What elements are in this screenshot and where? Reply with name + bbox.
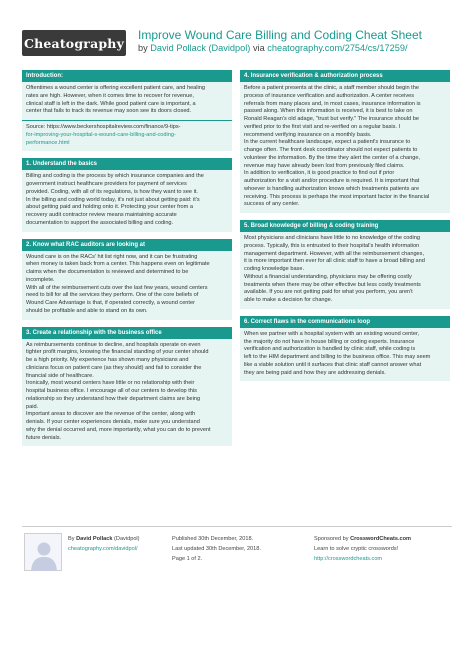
footer-sponsored-by: Sponsored by: [314, 536, 349, 542]
paragraph-line: denials. If your center experiences denials, make sure you understand: [26, 419, 200, 425]
section-body: [22, 170, 232, 231]
paragraph-line: Without a financial understanding, physicians may be offering costly: [244, 273, 412, 280]
footer-sponsor-link[interactable]: http://crosswordcheats.com: [314, 556, 383, 562]
paragraph-line: process of insurance verification and authorization. A center receives: [244, 92, 415, 99]
footer-divider: [22, 526, 452, 527]
section-heading: 2. Know what RAC auditors are looking at: [22, 239, 232, 251]
byline-via: via: [252, 43, 265, 53]
section-body: [22, 82, 232, 120]
paragraph-line: left to the HIM department and billing to the business office. This may seem: [244, 354, 431, 360]
paragraph-line: paid.: [26, 403, 39, 410]
paragraph-line: should be profitable and able to stand on its own.: [26, 307, 148, 314]
paragraph-line: In addition to verification, it is good practice to find out if prior: [244, 170, 395, 177]
right-column: [240, 70, 450, 388]
paragraph-line: clinical staff is left in the dark. While good patient care is important, a: [26, 100, 196, 107]
paragraph-line: treatments when there may be other effective but less costly treatments: [244, 281, 421, 288]
paragraph-line: financial side of healthcare.: [26, 372, 94, 379]
section-body: [240, 82, 450, 213]
source-line[interactable]: Source: https://www.beckershospitalreview.com/finance/9-tips-: [26, 124, 181, 130]
paragraph-line: available. If you are not getting paid for what you perform, you aren't: [244, 289, 413, 296]
paragraph-line: able to make a decision for change.: [244, 297, 333, 303]
section-rac-auditors: [22, 239, 232, 320]
paragraph-line: center that fails to track its revenue may soon see its doors closed.: [26, 108, 192, 115]
paragraph-line: claims when the documentation is reviewed and determined to be: [26, 269, 189, 275]
section-heading: Introduction:: [22, 70, 232, 82]
footer-by: By: [68, 536, 75, 542]
paragraph-line: about getting paid and holding onto it. Protecting your center from a: [26, 204, 193, 211]
paragraph-line: tighter profit margins, knowing the financial standing of your center should: [26, 349, 209, 356]
paragraph-line: the majority do not have in house billing or coding experts. Insurance: [244, 338, 415, 345]
footer-updated: Last updated 30th December, 2018.: [172, 546, 261, 552]
paragraph-line: relationship so they understand how their department claims are being: [26, 395, 201, 402]
section-body: [22, 251, 232, 320]
paragraph-line: authorization for a visit and/or procedure is required. It is important that: [244, 178, 420, 184]
paragraph-line: why the denial occurred and, more importantly, what you can do to prevent: [26, 426, 211, 433]
source-link-line[interactable]: for-improving-your-hospital-s-wound-care-billing-and-coding-: [26, 131, 176, 138]
byline: [138, 42, 458, 54]
paragraph-line: referrals from many places and, in most cases, insurance information is: [244, 100, 421, 107]
section-billing-coding-training: [240, 220, 450, 309]
paragraph-line: revenue may have already been lost from previously filed claims.: [244, 162, 405, 169]
byline-url-link[interactable]: cheatography.com/2754/cs/17259/: [267, 43, 408, 53]
paragraph-line: Ronald Reagan's old adage, "trust but verify." The insurance should be: [244, 116, 419, 122]
footer-profile-link[interactable]: cheatography.com/davidpol/: [68, 546, 138, 552]
paragraph-line: need to bill for all the services they perform. One of the core beliefs of: [26, 292, 199, 299]
paragraph-line: clinicians focus on patient care (as they should) and fail to consider the: [26, 364, 202, 371]
paragraph-line: future denials.: [26, 434, 62, 441]
paragraph-line: As reimbursements continue to decline, and hospitals operate on even: [26, 341, 201, 348]
section-introduction: [22, 70, 232, 151]
page-title: Improve Wound Care Billing and Coding Cheat Sheet: [138, 28, 422, 42]
section-heading: 1. Understand the basics: [22, 158, 232, 170]
paragraph-line: Wound care is on the RACs' hit list right now, and it can be frustrating: [26, 253, 198, 260]
section-communications-loop: [240, 316, 450, 382]
section-body: [22, 339, 232, 447]
paragraph-line: incomplete.: [26, 276, 55, 283]
section-body: [240, 328, 450, 382]
paragraph-line: hospital business office. I encourage all of our centers to develop this: [26, 388, 197, 394]
paragraph-line: When we partner with a hospital system with an existing wound center,: [244, 330, 420, 337]
section-insurance-verification: [240, 70, 450, 213]
byline-by: by: [138, 43, 148, 53]
user-avatar-placeholder-icon[interactable]: [24, 533, 62, 571]
paragraph-line: verified prior to the first visit and re-verified on a regular basis. I: [244, 123, 401, 130]
paragraph-line: coding knowledge base.: [244, 266, 305, 272]
section-body: [240, 232, 450, 309]
cheatography-logo[interactable]: [22, 30, 126, 56]
paragraph-line: receiving. This process is perhaps the most important factor in the financial: [244, 193, 430, 200]
paragraph-line: Before a patient presents at the clinic, a staff member should begin the: [244, 85, 419, 91]
footer-sponsor-name[interactable]: CrosswordCheats.com: [350, 536, 412, 542]
paragraph-line: provided. Coding, with all of its regulations, is how they want to see it.: [26, 188, 198, 195]
paragraph-line: Most physicians and clinicians have little to no knowledge of the coding: [244, 235, 420, 241]
source-block: [22, 120, 232, 151]
paragraph-line: management department. However, with all the reimbursement changes,: [244, 250, 425, 257]
paragraph-line: it is more important then ever for all clinic staff to have a broad billing and: [244, 258, 425, 265]
paragraph-line: they are being paid and how they are addressing denials.: [244, 369, 386, 376]
section-heading: 3. Create a relationship with the business office: [22, 327, 232, 339]
logo-text: Cheatography: [23, 35, 125, 51]
paragraph-line: success of any center.: [244, 201, 300, 208]
page-header: [0, 0, 474, 64]
paragraph-line: In the billing and coding world today, it's not just about getting paid: it's: [26, 196, 200, 203]
paragraph-line: Oftentimes a wound center is offering excellent patient care, and healing: [26, 85, 206, 91]
paragraph-line: In the current healthcare landscape, expect a patient's insurance to: [244, 139, 411, 146]
paragraph-line: Ironically, most wound centers have little or no relationship with their: [26, 380, 195, 387]
section-business-office: [22, 327, 232, 447]
section-heading: 4. Insurance verification & authorization process: [240, 70, 450, 82]
paragraph-line: when money is taken back from a center. This happens even on legitimate: [26, 261, 210, 268]
footer-page-number: Page 1 of 2.: [172, 556, 203, 562]
paragraph-line: whoever is handling authorization knows which treatments patients are: [244, 185, 420, 192]
footer-sponsor: [314, 535, 411, 543]
paragraph-line: Billing and coding is the process by which insurance companies and the: [26, 173, 204, 180]
footer-sponsor-tagline: Learn to solve cryptic crosswords!: [314, 546, 399, 552]
footer-published: Published 30th December, 2018.: [172, 536, 254, 542]
source-link-line[interactable]: performance.html: [26, 139, 70, 146]
byline-author-link[interactable]: David Pollack (Davidpol): [150, 43, 251, 53]
paragraph-line: process. Typically, this is entrusted to their hospital's health information: [244, 242, 420, 249]
paragraph-line: volunteer the information. By the time they alert the center of a change,: [244, 154, 420, 161]
paragraph-line: like a viable solution until it surfaces that clinic staff cannot answer what: [244, 361, 422, 368]
section-heading: 6. Correct flaws in the communications loop: [240, 316, 450, 328]
footer-author-name[interactable]: David Pollack: [76, 536, 113, 542]
paragraph-line: Wound Care Advantage is that, if operated correctly, a wound center: [26, 300, 195, 306]
paragraph-line: rates are high. However, when it comes time to recover for revenue,: [26, 92, 194, 99]
paragraph-line: be a high priority. My experience has shown many physicians and: [26, 357, 189, 363]
paragraph-line: With all of the reimbursement cuts over the last few years, wound centers: [26, 284, 208, 291]
paragraph-line: recovery audit contractor review means maintaining accurate: [26, 212, 177, 218]
paragraph-line: recommend verifying insurance on a monthly basis.: [244, 131, 372, 138]
paragraph-line: verification and authorization is handled by clinic staff, while coding is: [244, 346, 416, 353]
section-heading: 5. Broad knowledge of billing & coding training: [240, 220, 450, 232]
footer-author-handle: (Davidpol): [114, 536, 140, 542]
paragraph-line: Important areas to discover are the revenue of the center, along with: [26, 411, 196, 418]
footer-author: [68, 535, 140, 543]
paragraph-line: government instruct healthcare providers for payment of services: [26, 181, 187, 187]
section-understand-basics: [22, 158, 232, 231]
left-column: [22, 70, 232, 453]
paragraph-line: documentation to support the associated billing and coding.: [26, 219, 174, 226]
paragraph-line: passed along. When this information is received, it is best to take on: [244, 108, 413, 115]
paragraph-line: change often. The front desk coordinator should not expect patients to: [244, 147, 418, 153]
